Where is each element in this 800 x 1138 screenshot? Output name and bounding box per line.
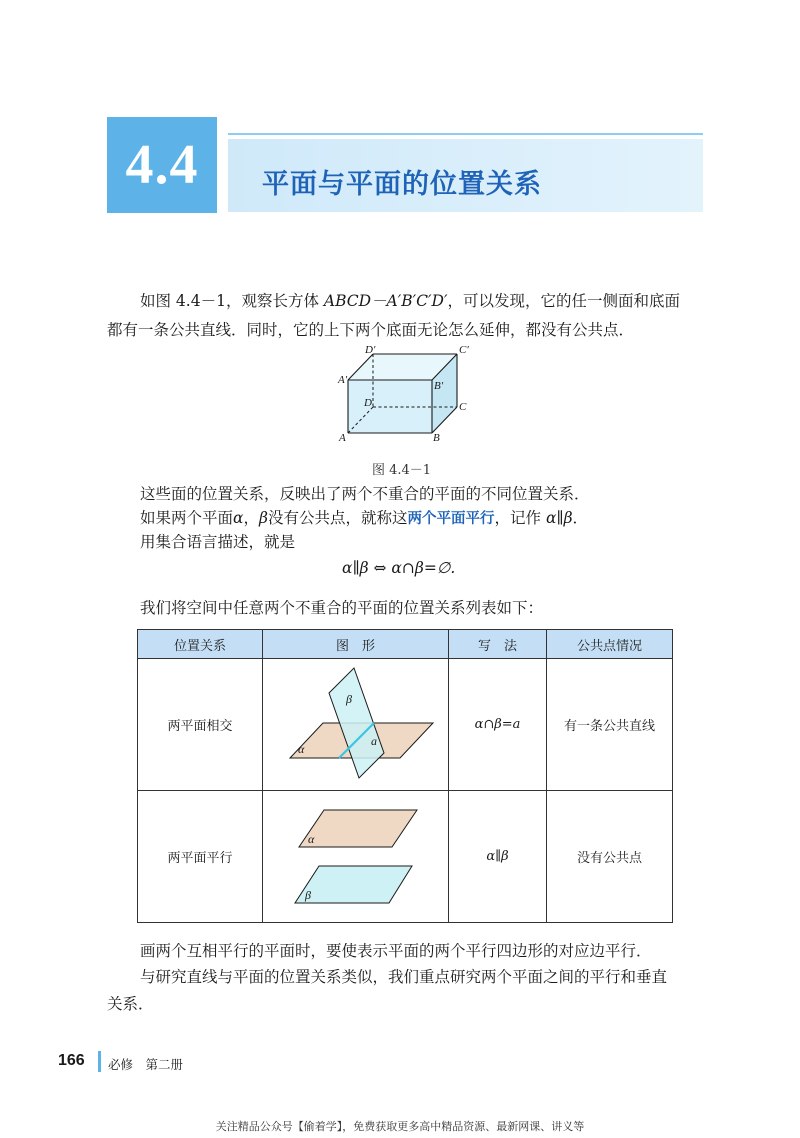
bottom-note: 关注精品公众号【偷着学】，免费获取更多高中精品资源、最新网课、讲义等 — [215, 1120, 585, 1133]
intro-text-b: ，可以发现，它的任一侧面和底面 — [447, 292, 681, 310]
paragraph-1: 这些面的位置关系，反映出了两个不重合的平面的不同位置关系． — [140, 485, 590, 503]
page-number: 166 — [58, 1052, 85, 1069]
label-b: B — [433, 432, 440, 444]
paragraph-4: 我们将空间中任意两个不重合的平面的位置关系列表如下： — [140, 599, 544, 617]
paragraph-6-line-2: 关系． — [107, 995, 154, 1013]
notation-cell: α∩β=a — [449, 659, 547, 791]
p2-alpha: α — [233, 509, 244, 527]
header-notation: 写 法 — [449, 630, 547, 659]
p2-sep: ， — [243, 509, 259, 527]
label-beta: β — [345, 691, 352, 706]
keyword-parallel-planes: 两个平面平行 — [407, 511, 495, 527]
section-header-rule — [228, 133, 703, 135]
intro-text-a: 如图 4.4－1，观察长方体 — [140, 292, 319, 310]
p2-text-a: 如果两个平面 — [140, 509, 234, 527]
intersecting-planes-figure — [276, 663, 436, 783]
label-line-a: a — [370, 733, 377, 748]
header-figure: 图 形 — [263, 630, 449, 659]
book-title: 必修 第二册 — [108, 1057, 184, 1072]
label-alpha: α — [307, 831, 314, 846]
plane-beta — [295, 866, 412, 903]
p2-text-b: 没有公共点，就称这 — [267, 509, 408, 527]
cuboid-figure — [330, 340, 480, 450]
label-d: D — [364, 397, 372, 409]
label-d1: D′ — [365, 344, 376, 356]
label-alpha: α — [297, 741, 304, 756]
p2-notation: α∥β — [545, 509, 573, 527]
table-header-row — [138, 630, 673, 659]
footer-accent-bar — [98, 1051, 101, 1072]
set-formula: α∥β ⇔ α∩β=∅. — [342, 559, 456, 577]
figure-cell-intersecting — [263, 659, 449, 791]
label-c: C — [459, 401, 467, 413]
p2-end: ． — [572, 509, 589, 527]
label-a1: A′ — [338, 374, 348, 386]
section-number-box — [107, 117, 217, 213]
header-relation: 位置关系 — [138, 630, 263, 659]
table-row — [138, 659, 673, 791]
section-title: 平面与平面的位置关系 — [262, 169, 542, 200]
p2-text-c: ，记作 — [494, 509, 541, 527]
cuboid-notation: ABCD－A′B′C′D′ — [323, 292, 448, 310]
intro-line-2: 都有一条公共直线．同时，它的上下两个底面无论怎么延伸，都没有公共点． — [107, 321, 635, 339]
label-b1: B′ — [434, 380, 444, 392]
label-a: A — [339, 432, 346, 444]
intro-line-1 — [140, 290, 680, 312]
paragraph-6-line-1: 与研究直线与平面的位置关系类似，我们重点研究两个平面之间的平行和垂直 — [140, 968, 668, 986]
parallel-planes-figure — [276, 800, 436, 910]
figure-cell-parallel — [263, 791, 449, 923]
relation-cell: 两平面相交 — [138, 659, 263, 791]
notation-cell: α∥β — [449, 791, 547, 923]
table-row — [138, 791, 673, 923]
label-c1: C′ — [459, 344, 469, 356]
figure-caption: 图 4.4－1 — [372, 463, 432, 478]
paragraph-2 — [140, 507, 588, 530]
relation-cell: 两平面平行 — [138, 791, 263, 923]
section-number: 4.4 — [125, 134, 199, 196]
paragraph-3: 用集合语言描述，就是 — [140, 533, 296, 551]
common-points-cell: 没有公共点 — [547, 791, 673, 923]
plane-relations-table — [137, 629, 673, 923]
plane-alpha — [299, 810, 417, 847]
label-beta: β — [304, 887, 311, 902]
header-common-points: 公共点情况 — [547, 630, 673, 659]
common-points-cell: 有一条公共直线 — [547, 659, 673, 791]
paragraph-5: 画两个互相平行的平面时，要使表示平面的两个平行四边形的对应边平行． — [140, 942, 652, 960]
p2-beta: β — [259, 509, 268, 527]
